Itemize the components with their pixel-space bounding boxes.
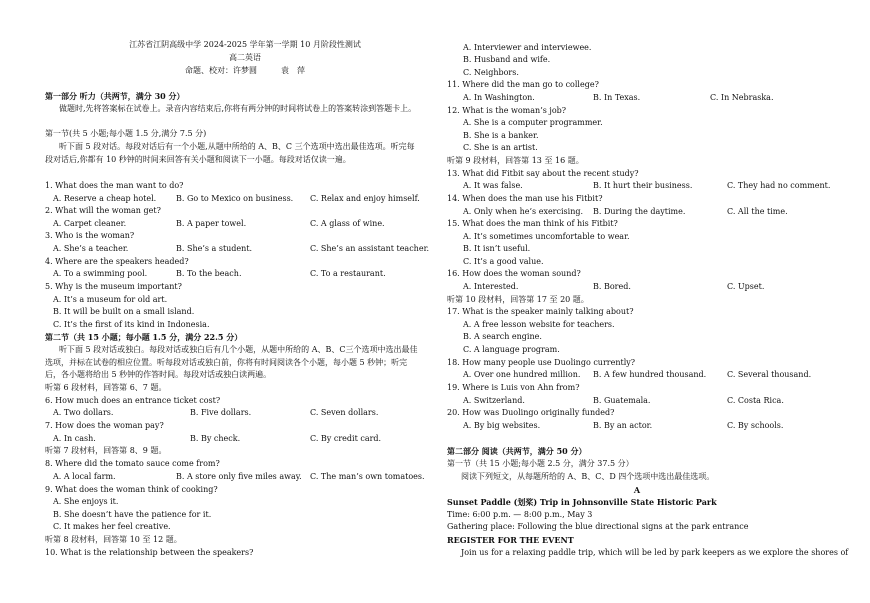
q10-option-c: C. Neighbors. bbox=[463, 68, 519, 77]
question-12: 12. What is the woman’s job? bbox=[447, 106, 567, 115]
q16-option-c: C. Upset. bbox=[727, 282, 765, 291]
part2-section1-heading: 第一节（共 15 小题;每小题 2.5 分，满分 37.5 分） bbox=[447, 459, 634, 468]
material-6-heading: 听第 6 段材料，回答第 6、7 题。 bbox=[45, 383, 167, 392]
exam-title: 江苏省江阴高级中学 2024-2025 学年第一学期 10 月阶段性测试 bbox=[129, 40, 361, 49]
q13-option-a: A. It was false. bbox=[463, 181, 523, 190]
q16-option-b: B. Bored. bbox=[593, 282, 631, 291]
q7-option-b: B. By check. bbox=[190, 434, 241, 443]
event-gathering-place: Gathering place: Following the blue directional signs at the park entrance bbox=[447, 522, 749, 531]
q17-option-b: B. A search engine. bbox=[463, 332, 542, 341]
question-11: 11. Where did the man go to college? bbox=[447, 80, 599, 89]
q7-option-c: C. By credit card. bbox=[310, 434, 382, 443]
question-2: 2. What will the woman get? bbox=[45, 206, 161, 215]
q15-option-a: A. It’s sometimes uncomfortable to wear. bbox=[463, 232, 630, 241]
q13-option-b: B. It hurt their business. bbox=[593, 181, 693, 190]
q8-option-c: C. The man’s own tomatoes. bbox=[310, 472, 425, 481]
q1-option-a: A. Reserve a cheap hotel. bbox=[53, 194, 157, 203]
q14-option-b: B. During the daytime. bbox=[593, 207, 686, 216]
event-time: Time: 6:00 p.m. — 8:00 p.m., May 3 bbox=[447, 510, 593, 519]
part2-heading: 第二部分 阅读（共两节，满分 50 分） bbox=[447, 446, 587, 456]
q12-option-a: A. She is a computer programmer. bbox=[463, 118, 603, 127]
q8-option-a: A. A local farm. bbox=[53, 472, 116, 481]
q12-option-c: C. She is an artist. bbox=[463, 143, 538, 152]
q9-option-b: B. She doesn’t have the patience for it. bbox=[53, 510, 212, 519]
q4-option-b: B. To the beach. bbox=[176, 269, 242, 278]
material-10-heading: 听第 10 段材料，回答第 17 至 20 题。 bbox=[447, 295, 589, 304]
question-20: 20. How was Duolingo originally funded? bbox=[447, 408, 615, 417]
q19-option-b: B. Guatemala. bbox=[593, 396, 651, 405]
q6-option-a: A. Two dollars. bbox=[53, 408, 114, 417]
passage-letter: A bbox=[633, 485, 641, 495]
section2-instructions: 听下面 5 段对话或独白。每段对话或独白后有几个小题，从题中所给的 A、B、C三个选项中选出最佳选项，并标在试卷的相应位置。听每段对话或独白前，你将有时间阅读各个小题，每小题 5 秒钟；听完后，各小题将给出 5 秒钟的作答时间。每段对话或独白读两遍。 bbox=[45, 345, 418, 380]
question-14: 14. When does the man use his Fitbit? bbox=[447, 194, 603, 203]
q17-option-a: A. A free lesson website for teachers. bbox=[463, 320, 615, 329]
q14-option-a: A. Only when he’s exercising. bbox=[463, 207, 584, 216]
q19-option-a: A. Switzerland. bbox=[463, 396, 525, 405]
q13-option-c: C. They had no comment. bbox=[727, 181, 831, 190]
question-8: 8. Where did the tomato sauce come from? bbox=[45, 459, 220, 468]
register-heading: REGISTER FOR THE EVENT bbox=[447, 535, 574, 545]
part1-heading: 第一部分 听力（共两节，满分 30 分） bbox=[45, 91, 185, 101]
question-18: 18. How many people use Duolingo currently? bbox=[447, 358, 636, 367]
part2-instructions: 阅读下列短文，从每题所给的 A、B、C、D 四个选项中选出最佳选项。 bbox=[461, 472, 715, 481]
question-10: 10. What is the relationship between the speakers? bbox=[45, 548, 254, 557]
q20-option-b: B. By an actor. bbox=[593, 421, 653, 430]
question-13: 13. What did Fitbit say about the recent study? bbox=[447, 169, 639, 178]
q11-option-a: A. In Washington. bbox=[463, 93, 535, 102]
exam-subject: 高二英语 bbox=[229, 53, 261, 62]
question-9: 9. What does the woman think of cooking? bbox=[45, 485, 218, 494]
q1-option-b: B. Go to Mexico on business. bbox=[176, 194, 294, 203]
q6-option-c: C. Seven dollars. bbox=[310, 408, 379, 417]
question-4: 4. Where are the speakers headed? bbox=[45, 257, 189, 266]
q2-option-b: B. A paper towel. bbox=[176, 219, 247, 228]
q11-option-b: B. In Texas. bbox=[593, 93, 641, 102]
material-8-heading: 听第 8 段材料，回答第 10 至 12 题。 bbox=[45, 535, 182, 544]
q14-option-c: C. All the time. bbox=[727, 207, 788, 216]
q4-option-c: C. To a restaurant. bbox=[310, 269, 386, 278]
question-17: 17. What is the speaker mainly talking about? bbox=[447, 307, 634, 316]
part1-instructions: 做题时,先将答案标在试卷上。录音内容结束后,你将有两分钟的时间将试卷上的答案转涂到答题卡上。 bbox=[59, 104, 417, 113]
section1-instructions: 听下面 5 段对话。每段对话后有一个小题,从题中所给的 A、B、C 三个选项中选出最佳选项。听完每段对话后,你都有 10 秒钟的时间来回答有关小题和阅读下一小题。每段对话仅读一遍。 bbox=[45, 142, 415, 164]
q4-option-a: A. To a swimming pool. bbox=[53, 269, 148, 278]
passage-body: Join us for a relaxing paddle trip, which will be led by park keepers as we explore the shores of bbox=[461, 548, 849, 557]
q20-option-c: C. By schools. bbox=[727, 421, 784, 430]
q7-option-a: A. In cash. bbox=[53, 434, 96, 443]
q5-option-b: B. It will be built on a small island. bbox=[53, 307, 195, 316]
question-15: 15. What does the man think of his Fitbit? bbox=[447, 219, 618, 228]
passage-title: Sunset Paddle (划桨) Trip in Johnsonville State Historic Park bbox=[447, 497, 717, 507]
q10-option-b: B. Husband and wife. bbox=[463, 55, 551, 64]
question-3: 3. Who is the woman? bbox=[45, 231, 135, 240]
q3-option-b: B. She’s a student. bbox=[176, 244, 253, 253]
q11-option-c: C. In Nebraska. bbox=[710, 93, 774, 102]
question-6: 6. How much does an entrance ticket cost? bbox=[45, 396, 221, 405]
q15-option-c: C. It’s a good value. bbox=[463, 257, 544, 266]
q8-option-b: B. A store only five miles away. bbox=[176, 472, 302, 481]
q5-option-a: A. It’s a museum for old art. bbox=[53, 295, 168, 304]
question-1: 1. What does the man want to do? bbox=[45, 181, 184, 190]
section2-heading: 第二节（共 15 小题；每小题 1.5 分，满分 22.5 分） bbox=[45, 332, 243, 342]
question-16: 16. How does the woman sound? bbox=[447, 269, 581, 278]
q5-option-c: C. It’s the first of its kind in Indonesia. bbox=[53, 320, 210, 329]
q2-option-c: C. A glass of wine. bbox=[310, 219, 385, 228]
q20-option-a: A. By big websites. bbox=[463, 421, 541, 430]
q9-option-a: A. She enjoys it. bbox=[53, 497, 119, 506]
material-9-heading: 听第 9 段材料，回答第 13 至 16 题。 bbox=[447, 156, 584, 165]
question-19: 19. Where is Luis von Ahn from? bbox=[447, 383, 580, 392]
q12-option-b: B. She is a banker. bbox=[463, 131, 539, 140]
q17-option-c: C. A language program. bbox=[463, 345, 560, 354]
q3-option-a: A. She’s a teacher. bbox=[53, 244, 129, 253]
q2-option-a: A. Carpet cleaner. bbox=[53, 219, 127, 228]
q15-option-b: B. It isn’t useful. bbox=[463, 244, 531, 253]
exam-authors: 命题、校对：许梦圆 袁 萍 bbox=[185, 66, 305, 75]
q18-option-b: B. A few hundred thousand. bbox=[593, 370, 707, 379]
q3-option-c: C. She’s an assistant teacher. bbox=[310, 244, 430, 253]
q19-option-c: C. Costa Rica. bbox=[727, 396, 784, 405]
material-7-heading: 听第 7 段材料，回答第 8、9 题。 bbox=[45, 446, 167, 455]
q6-option-b: B. Five dollars. bbox=[190, 408, 252, 417]
question-5: 5. Why is the museum important? bbox=[45, 282, 182, 291]
q18-option-c: C. Several thousand. bbox=[727, 370, 812, 379]
q18-option-a: A. Over one hundred million. bbox=[463, 370, 581, 379]
q16-option-a: A. Interested. bbox=[463, 282, 519, 291]
question-7: 7. How does the woman pay? bbox=[45, 421, 164, 430]
q1-option-c: C. Relax and enjoy himself. bbox=[310, 194, 420, 203]
q9-option-c: C. It makes her feel creative. bbox=[53, 522, 171, 531]
q10-option-a: A. Interviewer and interviewee. bbox=[463, 43, 592, 52]
section1-heading: 第一节(共 5 小题;每小题 1.5 分,满分 7.5 分) bbox=[45, 129, 207, 138]
